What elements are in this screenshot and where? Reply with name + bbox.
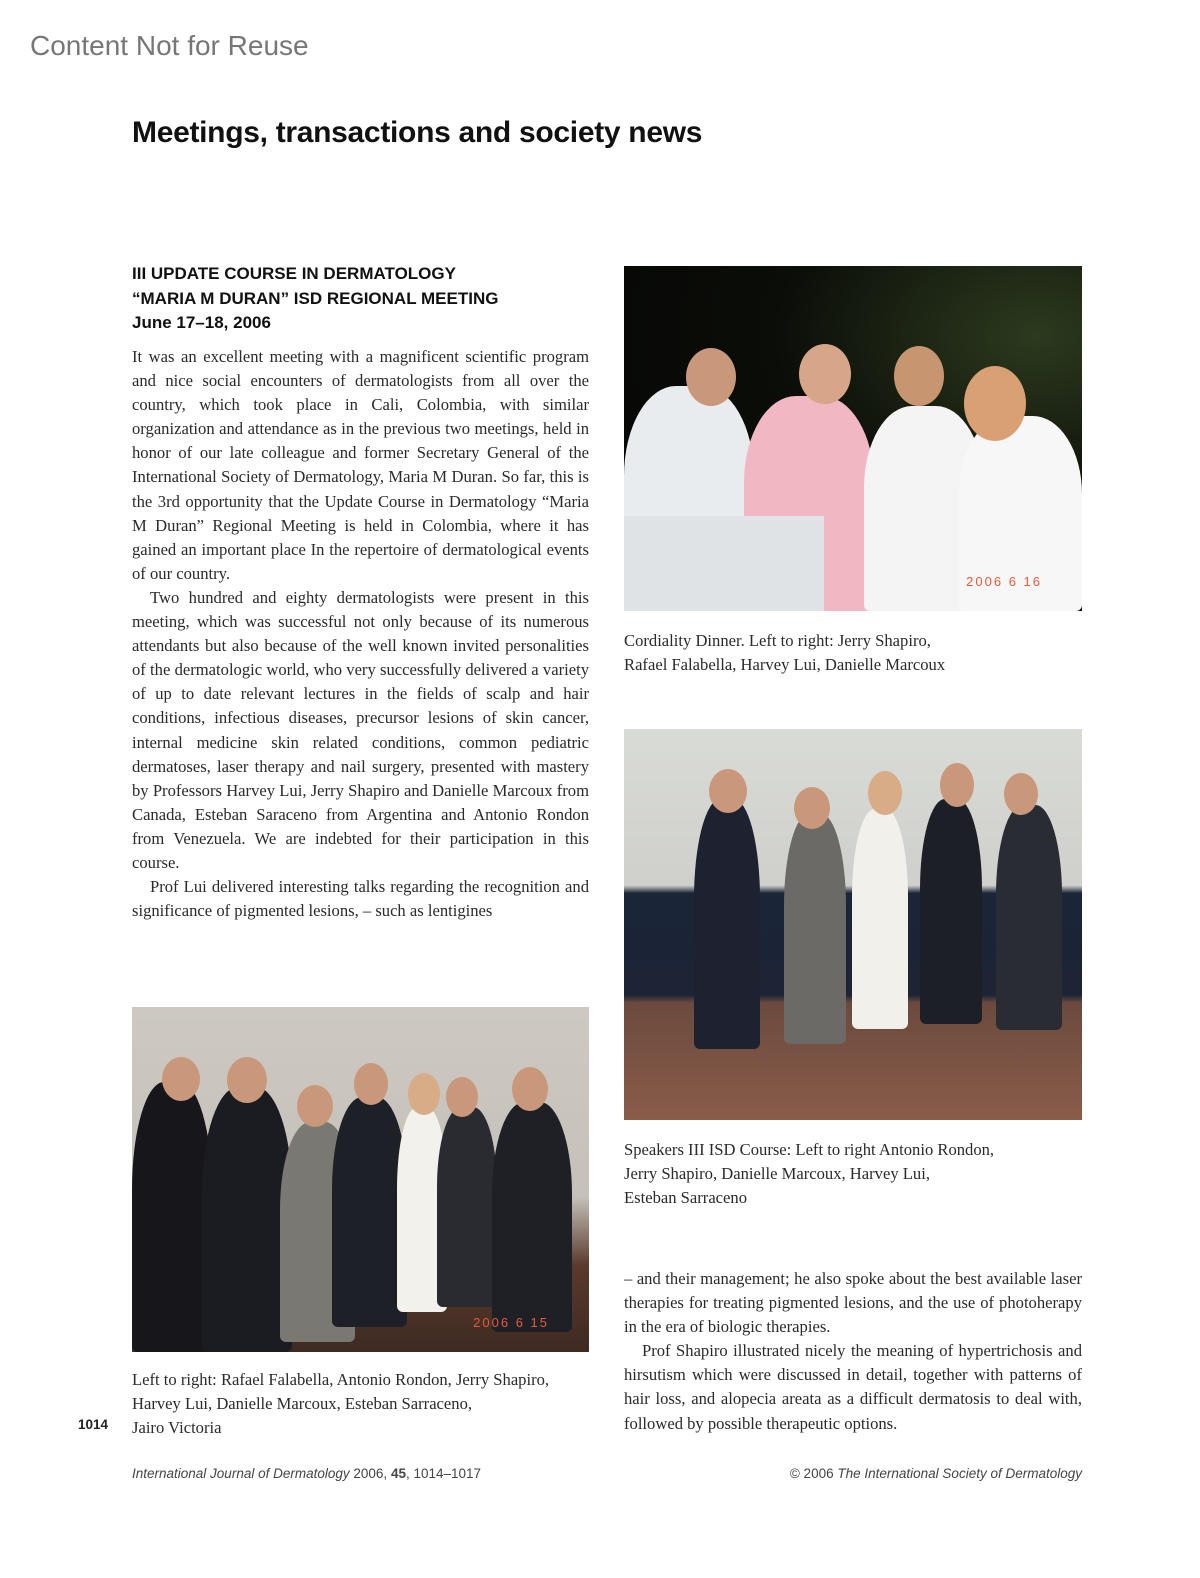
caption-line: Cordiality Dinner. Left to right: Jerry Shapiro, — [624, 631, 931, 650]
caption-line: Jairo Victoria — [132, 1418, 222, 1437]
caption-line: Jerry Shapiro, Danielle Marcoux, Harvey Lui, — [624, 1164, 930, 1183]
caption-line: Speakers III ISD Course: Left to right Antonio Rondon, — [624, 1140, 995, 1159]
caption-line: Rafael Falabella, Harvey Lui, Danielle Marcoux — [624, 655, 946, 674]
footer-citation — [132, 1466, 481, 1481]
caption-speakers — [624, 1138, 1084, 1210]
photo-cordiality-dinner — [624, 266, 1082, 611]
paragraph: Two hundred and eighty dermatologists were present in this meeting, which was successful not only because of its numerous attendants but also because of the well known invited personalities of the dermatologic world, who very successfully delivered a variety of up to date relevant lectures in the fields of scalp and hair conditions, infectious diseases, precursor lesions of skin cancer, internal medicine skin related conditions, common pediatric dermatoses, laser therapy and nail surgery, presented with mastery by Professors Harvey Lui, Jerry Shapiro and Danielle Marcoux from Canada, Esteban Saraceno from Argentina and Antonio Rondon from Venezuela. We are indebted for their participation in this course. — [132, 587, 589, 872]
photo-speakers — [624, 729, 1082, 1120]
photo-date-stamp: 2006 6 15 — [473, 1315, 549, 1330]
page-number: 1014 — [78, 1417, 109, 1432]
article-body-right — [624, 1267, 1082, 1436]
journal-name: International Journal of Dermatology — [132, 1466, 350, 1481]
caption-line: Esteban Sarraceno — [624, 1188, 748, 1207]
article-heading — [132, 262, 602, 336]
paragraph: – and their management; he also spoke about the best available laser therapies for treating pigmented lesions, and the use of photoherapy in the era of biologic therapies. — [624, 1269, 1082, 1337]
copyright-year: © 2006 — [789, 1466, 834, 1481]
watermark: Content Not for Reuse — [30, 30, 309, 61]
photo-group — [132, 1007, 589, 1352]
paragraph: It was an excellent meeting with a magnificent scientific program and nice social encounters of dermatologists from all over the country, which took place in Cali, Colombia, with similar organization and attendance as in the previous two meetings, held in honor of our late colleague and former Secretary General of the International Society of Dermatology, Maria M Duran. So far, this is the 3rd opportunity that the Update Course in Dermatology “Maria M Duran” Regional Meeting is held in Colombia, where it has gained an important place In the repertoire of dermatological events of our country. — [132, 347, 589, 583]
journal-year: 2006, — [353, 1466, 388, 1481]
paragraph: Prof Lui delivered interesting talks regarding the recognition and significance of pigmented lesions, – such as lentigines — [132, 877, 589, 921]
caption-group — [132, 1368, 602, 1440]
heading-line: III UPDATE COURSE IN DERMATOLOGY — [132, 264, 456, 283]
article-body-left — [132, 345, 589, 923]
journal-volume: 45 — [390, 1466, 406, 1481]
caption-line: Left to right: Rafael Falabella, Antonio Rondon, Jerry Shapiro, — [132, 1370, 550, 1389]
photo-date-stamp: 2006 6 16 — [966, 574, 1042, 589]
journal-pages: , 1014–1017 — [405, 1466, 482, 1481]
heading-line: “MARIA M DURAN” ISD REGIONAL MEETING — [132, 288, 499, 308]
heading-date: June 17–18, 2006 — [132, 313, 271, 332]
paragraph: Prof Shapiro illustrated nicely the meaning of hypertrichosis and hirsutism which were discussed in detail, together with patterns of hair loss, and alopecia areata as a difficult dermatosis to deal with, followed by possible therapeutic options. — [624, 1341, 1082, 1433]
section-title: Meetings, transactions and society news — [132, 116, 703, 149]
footer-copyright — [790, 1466, 1082, 1481]
copyright-holder: The International Society of Dermatology — [837, 1466, 1082, 1481]
caption-cordiality-dinner — [624, 629, 1084, 677]
caption-line: Harvey Lui, Danielle Marcoux, Esteban Sarraceno, — [132, 1394, 473, 1413]
